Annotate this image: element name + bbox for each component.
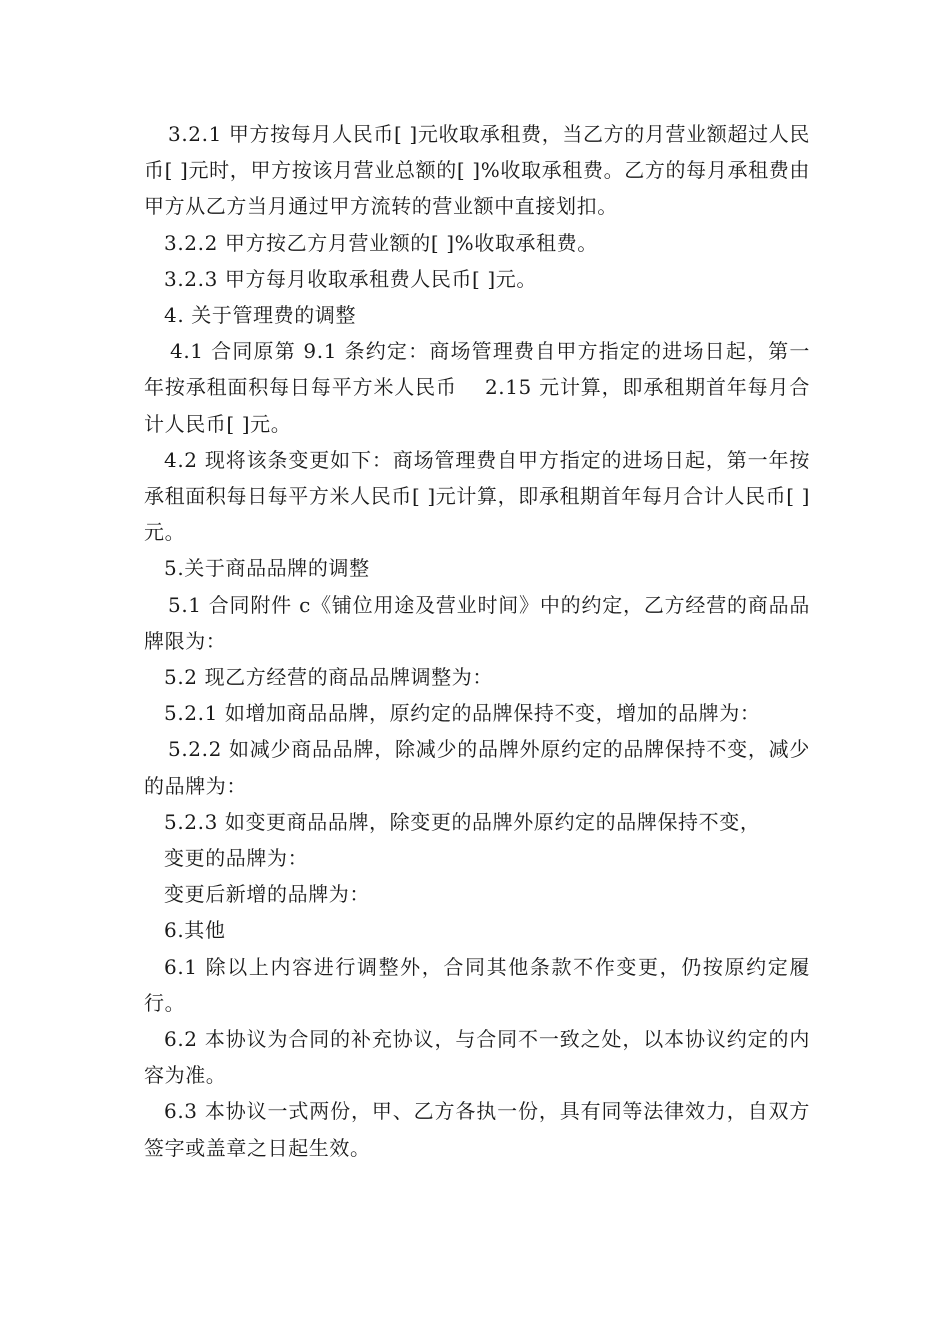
clause-3-2-2: 3.2.2 甲方按乙方月营业额的[ ]%收取承租费。 [164,230,598,255]
section-6-heading: 6.其他 [164,918,226,943]
clause-4-2: 4.2 现将该条变更如下：商场管理费自甲方指定的进场日起，第一年按承租面积每日每平方米人民币[ ]元计算，即承租期首年每月合计人民币[ ]元。 [144,447,810,545]
clause-5-2-3: 5.2.3 如变更商品品牌，除变更的品牌外原约定的品牌保持不变， [164,809,761,834]
clause-6-1: 6.1 除以上内容进行调整外，合同其他条款不作变更，仍按原约定履行。 [144,954,810,1015]
clause-3-2-1: 3.2.1 甲方按每月人民币[ ]元收取承租费，当乙方的月营业额超过人民币[ ]元时，甲方按该月营业总额的[ ]%收取承租费。乙方的每月承租费由甲方从乙方当月通过甲方流转的营业额中直接划扣。 [144,122,810,219]
new-brands-line: 变更后新增的品牌为： [164,882,370,907]
clause-5-2: 5.2 现乙方经营的商品品牌调整为： [164,665,493,690]
document-body [144,116,810,1166]
clause-6-3: 6.3 本协议一式两份，甲、乙方各执一份，具有同等法律效力，自双方签字或盖章之日起生效。 [144,1099,810,1160]
section-5-heading: 5.关于商品品牌的调整 [164,556,370,581]
clause-5-2-2: 5.2.2 如减少商品品牌，除减少的品牌外原约定的品牌保持不变，减少的品牌为： [144,737,810,798]
clause-3-2-3: 3.2.3 甲方每月收取承租费人民币[ ]元。 [164,266,538,291]
clause-4-1: 4.1 合同原第 9.1 条约定：商场管理费自甲方指定的进场日起，第一年按承租面积每日每平方米人民币 2.15 元计算，即承租期首年每月合计人民币[ ]元。 [144,339,810,436]
clause-5-2-1: 5.2.1 如增加商品品牌，原约定的品牌保持不变，增加的品牌为： [164,701,761,726]
clause-5-1: 5.1 合同附件 c《铺位用途及营业时间》中的约定，乙方经营的商品品牌限为： [144,592,810,653]
clause-6-2: 6.2 本协议为合同的补充协议，与合同不一致之处，以本协议约定的内容为准。 [144,1027,810,1088]
section-4-heading: 4. 关于管理费的调整 [164,303,357,328]
changed-brands-line: 变更的品牌为： [164,846,309,871]
